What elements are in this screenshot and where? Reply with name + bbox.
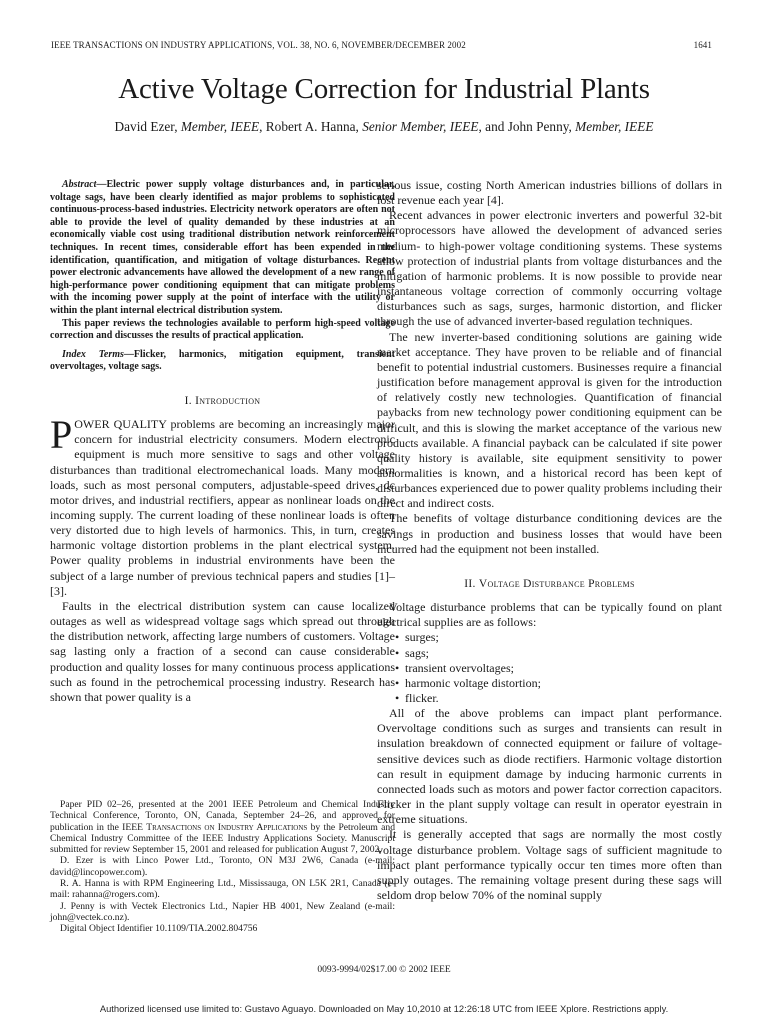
- intro-paragraph-4: Recent advances in power electronic inverters and powerful 32-bit microprocessors have allowed the development of advanced series medium- to high-power voltage conditioning systems. These systems allow protection of industrial plants from voltage disturbances and the mitigation of harmonic problems. It is now possible to provide near instantaneous voltage correction of commonly occurring voltage disturbances such as sags, surges, harmonic distortion, and flicker through the use of advanced inverter-based regulation techniques.: [377, 208, 722, 329]
- copyright-line: 0093-9994/02$17.00 © 2002 IEEE: [317, 965, 451, 975]
- list-item: • transient overvoltages;: [395, 661, 722, 676]
- footnote: [50, 799, 395, 935]
- intro-paragraph-3: serious issue, costing North American industries billions of dollars in lost revenue each year [4].: [377, 178, 722, 208]
- footnote-paper-info: Paper PID 02–26, presented at the 2001 IEEE Petroleum and Chemical Industry Technical Conference, Toronto, ON, Canada, September 24–26, and approved for publication in the IEEE Transactions on Industry Applications by the Petroleum and Chemical Industry Committee of the IEEE Industry Applications Society. Manuscript submitted for review September 15, 2001 and released for publication August 7, 2002.: [50, 799, 396, 856]
- abstract-paragraph-2: This paper reviews the technologies available to perform high-speed voltage correction and discusses the results of practical application.: [50, 317, 395, 342]
- intro-paragraph-6: The benefits of voltage disturbance conditioning devices are the savings in production and business losses that would have been incurred had the equipment not been installed.: [377, 511, 722, 556]
- footnote-affiliation-penny: J. Penny is with Vectek Electronics Ltd., Napier HB 4001, New Zealand (e-mail: john@vectek.co.nz).: [50, 900, 395, 923]
- intro-paragraph-2: Faults in the electrical distribution system can cause localized outages as well as widespread voltage sags which spread out through the distribution network, affecting large numbers of customers. Voltage sag lasting only a fraction of a second can cause considerable production and quality losses for many continuous process applications such as found in the petrochemical processing industry. Research has shown that power quality is a: [50, 598, 395, 704]
- section-heading-voltage-disturbance: II. Voltage Disturbance Problems: [464, 577, 635, 590]
- author-name: John Penny: [507, 119, 569, 134]
- abstract: Abstract—Electric power supply voltage disturbances and, in particular, voltage sags, have been clearly identified as major problems to sophisticated continuous-process-based industries. Electricity network operators are often not able to provide the level of quality demanded by these industries at an economically viable cost using traditional distribution network reinforcement techniques. In recent times, considerable effort has been expended in the identification, quantification, and mitigation of voltage disturbances. Recent power electronic advancements have allowed the development of a new range of high-performance power conditioning equipment that can mitigate problems with the incoming power supply at the point of interface with the utility or within the plant internal electrical distribution system.: [50, 179, 395, 316]
- intro-paragraph-5: The new inverter-based conditioning solutions are gaining wide market acceptance. They have proven to be reliable and of financial benefit to potential industrial customers. Businesses require a financial justification before management approval is given for the introduction of relatively costly new technologies. Quantification of financial paybacks from new technology power conditioning equipment can be difficult, and this is slowing the market acceptance of the various new products available. A financial payback can be calculated if site power quality history is available, site equipment sensitivity to power abnormalities is known, and a historical record has been kept of disturbances experienced due to power quality problems including their direct and indirect costs.: [377, 329, 722, 511]
- section2-paragraph-2: All of the above problems can impact plant performance. Overvoltage conditions such as surges and transients can result in insulation breakdown of connected equipment or failure of voltage-sensitive devices such as diode rectifiers. Harmonic voltage distortion can result in equipment damage by inducing harmonic currents in connected loads such as motors and power factor correction capacitors. Flicker in the plant supply voltage can result in operator eyestrain in extreme situations.: [377, 706, 722, 827]
- running-header: [51, 40, 712, 50]
- intro-paragraph-1: POWER QUALITY problems are becoming an increasingly major concern for industrial electricity consumers. Modern electronic equipment is much more sensitive to sags and other voltage disturbances than traditional electromechanical loads. Many modern loads, such as most personal computers, adjustable-speed drives, dc motor drives, and industrial rectifiers, appear as nonlinear loads on the incoming supply. The current loading of these nonlinear loads is often very distorted due to high levels of harmonics. This, in turn, creates harmonic voltage distortion problems in the plant electrical system. Power quality problems in industrial environments have been the subject of a large number of previous technical papers and studies [1]–[3].: [50, 412, 396, 598]
- section-heading-introduction: I. Introduction: [184, 394, 261, 407]
- list-item: • sags;: [395, 646, 722, 661]
- list-item: • surges;: [395, 630, 722, 645]
- author-name: Robert A. Hanna: [265, 119, 356, 134]
- index-terms: Index Terms—Flicker, harmonics, mitigation equipment, transient overvoltages, voltage sags.: [50, 348, 395, 373]
- drop-cap: P: [50, 412, 73, 458]
- author-role: Senior Member, IEEE: [362, 119, 479, 134]
- author-name: David Ezer: [114, 119, 175, 134]
- list-item: • harmonic voltage distortion;: [395, 676, 722, 691]
- right-column: [377, 178, 722, 903]
- license-notice: Authorized licensed use limited to: Gustavo Aguayo. Downloaded on May 10,2010 at 12:26:18 UTC from IEEE Xplore. Restrictions apply.: [99, 1003, 669, 1014]
- author-list: David Ezer, Member, IEEE, Robert A. Hanna, Senior Member, IEEE, and John Penny, Member, IEEE: [114, 119, 654, 134]
- footnote-affiliation-ezer: D. Ezer is with Linco Power Ltd., Toronto, ON M3J 2W6, Canada (e-mail: david@lincopower.com).: [50, 855, 395, 878]
- footnote-affiliation-hanna: R. A. Hanna is with RPM Engineering Ltd., Mississauga, ON L5K 2R1, Canada (e-mail: rahanna@rogers.com).: [50, 878, 395, 901]
- author-role: Member, IEEE: [180, 119, 260, 134]
- section2-paragraph-3: It is generally accepted that sags are normally the most costly voltage disturbance problem. Voltage sags of sufficient magnitude to impact plant performance typically occur ten times more often than supply outages. The remaining voltage present during these sags will seldom drop below 70% of the nominal supply: [377, 827, 722, 903]
- page-number: 1641: [693, 40, 712, 50]
- index-terms-label: Index Terms: [62, 348, 124, 360]
- left-column: [50, 179, 395, 705]
- abstract-label: Abstract: [62, 179, 97, 190]
- paper-title: Active Voltage Correction for Industrial Plants: [118, 73, 650, 105]
- list-item: • flicker.: [395, 691, 722, 706]
- author-role: Member, IEEE: [575, 119, 654, 134]
- section2-paragraph-1: Voltage disturbance problems that can be typically found on plant electrical supplies are as follows:: [377, 600, 722, 630]
- journal-name: IEEE TRANSACTIONS ON INDUSTRY APPLICATIONS, VOL. 38, NO. 6, NOVEMBER/DECEMBER 2002: [51, 40, 466, 50]
- footnote-doi: Digital Object Identifier 10.1109/TIA.2002.804756: [60, 923, 258, 935]
- disturbance-list: [377, 630, 722, 706]
